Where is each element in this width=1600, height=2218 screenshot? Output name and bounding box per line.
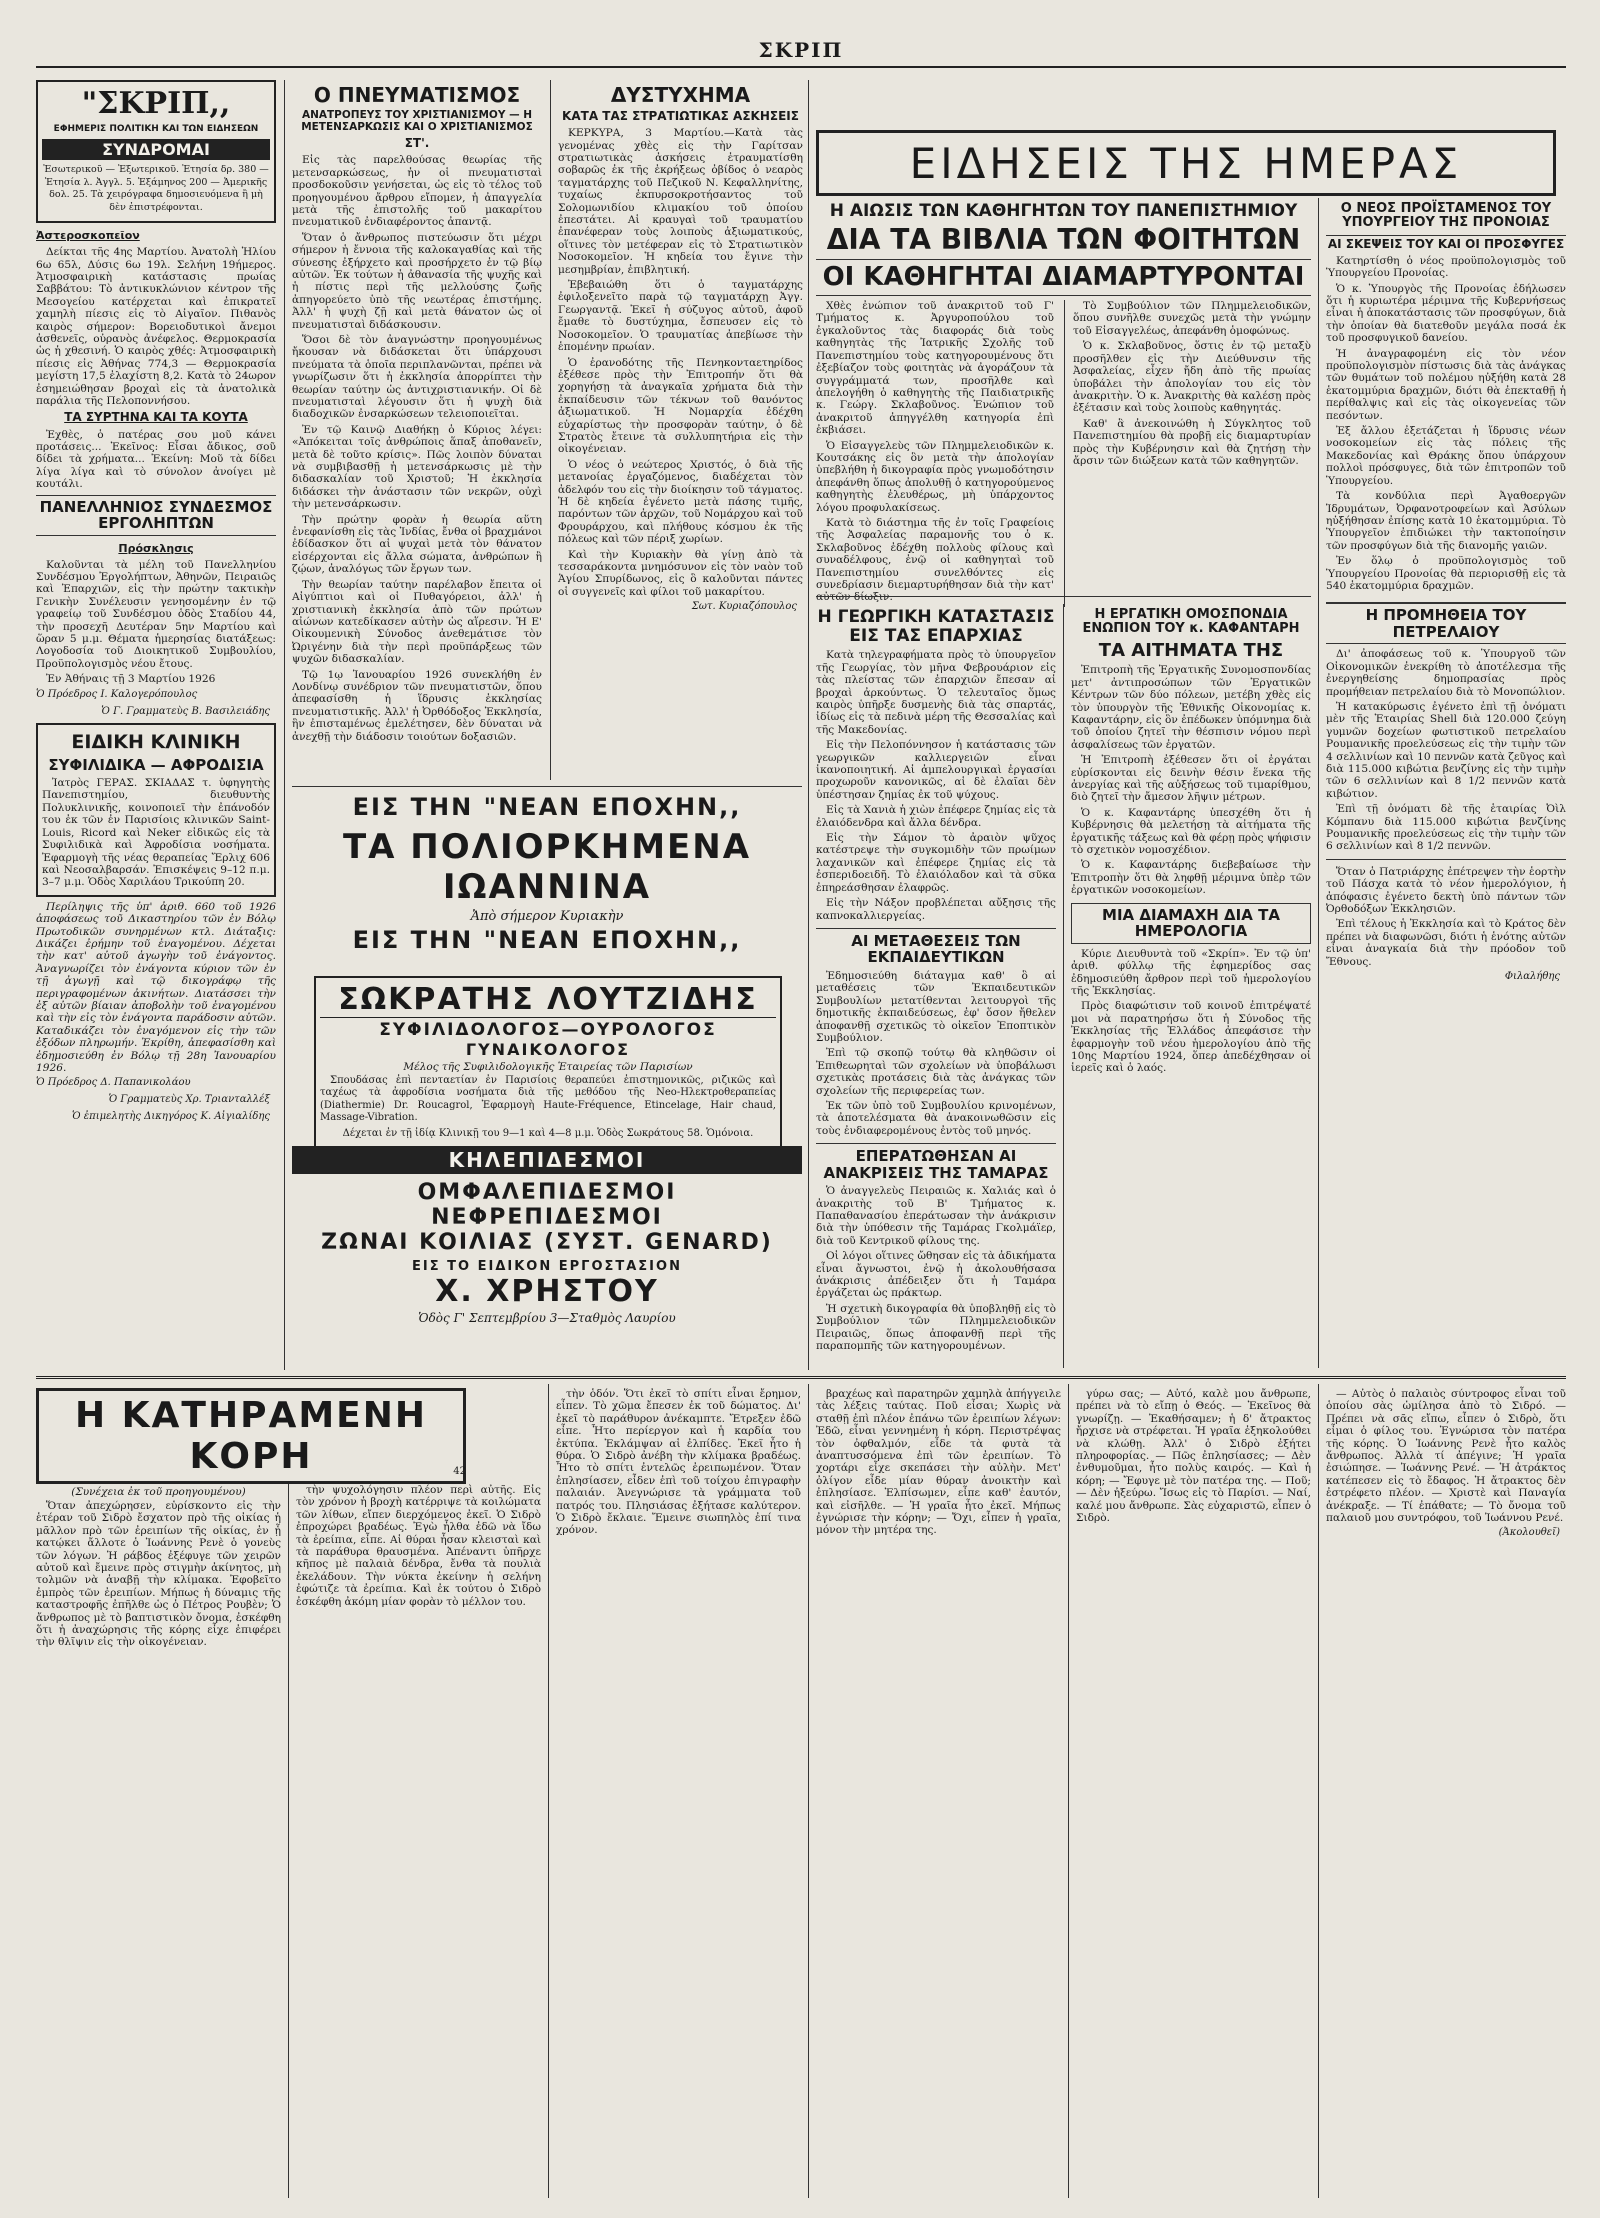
ad-doctor <box>314 976 782 1148</box>
professors-p6: Καθ' ἃ ἀνεκοινώθη ἡ Σύγκλητος τοῦ Πανεπιστημίου θὰ προβῇ εἰς διαμαρτυρίαν πρὸς τὴν Κυβέρνησιν καὶ θὰ ζητήσῃ τὴν ἄρσιν τῶν διώξεων κατὰ τῶν καθηγητῶν. <box>1073 417 1311 467</box>
spiritism-title: Ο ΠΝΕΥΜΑΤΙΣΜΟΣ <box>313 83 521 107</box>
spiritism-part: ΣΤ'. <box>404 136 430 151</box>
nameplate-box <box>36 80 276 223</box>
column-3 <box>558 80 803 780</box>
spiritism-p5: Τὴν πρώτην φορὰν ἡ θεωρία αὕτη ἐνεφανίσθη εἰς τὰς Ἰνδίας, ἔνθα οἱ βραχμάνοι ἐδίδασκον ὅτι αἱ ψυχαὶ μετὰ τὸν θάνατον εἰσέρχονται εἰς ἄλλα σώματα, ἀνθρώπων ἢ ζῴων, ἀναλόγως τῶν ἔργων των. <box>292 513 542 576</box>
calendar-p2: Πρὸς διαφώτισιν τοῦ κοινοῦ ἐπιτρέψατέ μοι νὰ παρατηρήσω ὅτι ἡ Σύνοδος τῆς Ἐκκλησίας τῆς Ἑλλάδος ἀπεφάσισε τὴν ἐφαρμογὴν τοῦ νέου ἡμερολογίου ἀπὸ τῆς 10ης Μαρτίου 1924, ὅπερ ἀπεδέχθησαν οἱ ἱερεῖς καὶ ὁ λαός. <box>1071 1000 1311 1075</box>
spiritism-subtitle: ΑΝΑΤΡΟΠΕΥΣ ΤΟΥ ΧΡΙΣΤΙΑΝΙΣΜΟΥ — Η ΜΕΤΕΝΣΑΡΚΩΣΙΣ ΚΑΙ Ο ΧΡΙΣΤΙΑΝΙΣΜΟΣ <box>301 109 533 133</box>
ministry-subtitle: ΑΙ ΣΚΕΨΕΙΣ ΤΟΥ ΚΑΙ ΟΙ ΠΡΟΣΦΥΓΕΣ <box>1327 236 1565 251</box>
accident-p5: Καὶ τὴν Κυριακὴν θὰ γίνῃ ἀπὸ τὰ τεσσαράκοντα μνημόσυνον εἰς τὸν ναὸν τοῦ Ἁγίου Σπυρίδωνος, εἰς ὃ καλοῦνται πάντες οἱ συγγενεῖς καὶ φίλοι τοῦ μακαρίτου. <box>558 548 803 598</box>
professors-p4: Τὸ Συμβούλιον τῶν Πλημμελειοδικῶν, ὅπου συνῆλθε συνεχῶς μετὰ τὴν γνώμην τοῦ Εἰσαγγελέως, ἀπεφάνθη ὁμοφώνως. <box>1073 300 1311 337</box>
epochi-line3: ΙΩΑΝΝΙΝΑ <box>442 867 652 907</box>
petroleum-p1: Δι' ἀποφάσεως τοῦ κ. Ὑπουργοῦ τῶν Οἰκονομικῶν ἐνεκρίθη τὸ ἀποτέλεσμα τῆς ἐνεργηθείσης δημοπρασίας πρὸς προμήθειαν πετρελαίου διὰ τὸ Μονοπώλιον. <box>1326 648 1566 698</box>
union-signature-2: Ὁ Γ. Γραμματεὺς Β. Βασιλειάδης <box>101 705 270 717</box>
workers-p2: Ἡ Ἐπιτροπὴ ἐξέθεσεν ὅτι οἱ ἐργάται εὑρίσκονται εἰς δεινὴν θέσιν ἕνεκα τῆς ἀνεργίας καὶ τῆς αὐξήσεως τοῦ τιμαρίθμου, διὸ ζητεῖ τὴν ἄμεσον λῆψιν μέτρων. <box>1071 754 1311 804</box>
professors-title-3: ΟΙ ΚΑΘΗΓΗΤΑΙ ΔΙΑΜΑΡΤΥΡΟΝΤΑΙ <box>816 259 1311 296</box>
professors-col-a <box>816 300 1054 607</box>
col-divider-1 <box>284 80 285 1370</box>
novel-col-6 <box>1326 1388 1566 2198</box>
spiritism-p3: Ὅσοι δὲ τὸν ἀναγνώστην προηγουμένως ἤκουσαν νὰ διδάσκεται ὅτι ὑπάρχουσι πνεύματα τὰ ὁποῖα περιπλανῶνται, πρέπει νὰ γνωρίζωσιν ὅτι ἡ ἐκκλησία ἀπορρίπτει τὴν θεωρίαν ταύτην ὡς ἀντιχριστιανικήν. Οἱ δὲ πνευματισταὶ λέγουσιν ὅτι ἡ ψυχὴ διὰ διαδοχικῶν ἐνσαρκώσεων τελειοποιεῖται. <box>292 333 542 421</box>
novel-col-5 <box>1076 1388 1311 2198</box>
ministry-p2: Ὁ κ. Ὑπουργὸς τῆς Προνοίας ἐδήλωσεν ὅτι ἡ κυριωτέρα μέριμνα τῆς Κυβερνήσεως εἶναι ἡ ἀποκατάστασις τῶν προσφύγων, διὰ τὴν ὁποίαν θὰ διατεθοῦν μεγάλα ποσά ἐκ τοῦ προσφυγικοῦ δανείου. <box>1326 282 1566 345</box>
column-6 <box>1326 198 1566 1368</box>
ad-nea-epochi <box>292 793 802 971</box>
col-divider-5 <box>1063 604 1064 1368</box>
professors-title-1: Η ΑΙΩΣΙΣ ΤΩΝ ΚΑΘΗΓΗΤΩΝ ΤΟΥ ΠΑΝΕΠΙΣΤΗΜΙΟΥ <box>829 201 1298 221</box>
clinic-subtitle: ΣΥΦΙΛΙΔΙΚΑ — ΑΦΡΟΔΙΣΙΑ <box>48 755 264 774</box>
observatory-text: Δείκται τῆς 4ης Μαρτίου. Ἀνατολὴ Ἡλίου 6ω 65λ, Δύσις 6ω 19λ. Σελήνη 19ήμερος. Ἀτμοσφαιρικὴ κατάστασις πρωίας Σαββάτου: Τὸ ἀντικυκλώνιον κέντρον τῆς Μεσογείου κατέρχεται καὶ ἐπικρατεῖ χαμηλὴ πίεσις εἰς τὸ Αἰγαῖον. Πιθανὸς καιρὸς σήμερον: Βορειοδυτικοὶ ἄνεμοι ἀσθενεῖς, οὐρανὸς ἀνέφελος. Θερμοκρασία ὡς ἡ χθεσινή. Ὁ καιρὸς χθές: Ἀτμοσφαιρικὴ πίεσις εἰς Ἀθήνας 774,3 — Θερμοκρασία μεγίστη 17,5 ἐλαχίστη 8,2. Κατὰ τὸ 24ωρον ἐσημειώθησαν βροχαὶ εἰς τὰ ἀνατολικὰ παράλια τῆς Πελοποννήσου. <box>36 246 276 407</box>
news-banner: ΕΙΔΗΣΕΙΣ ΤΗΣ ΗΜΕΡΑΣ <box>816 130 1556 196</box>
professors-article <box>816 198 1311 604</box>
calendar-p1: Κύριε Διευθυντὰ τοῦ «Σκρίπ». Ἐν τῷ ὑπ' ἀριθ. φύλλῳ τῆς ἐφημερίδος σας ἐδημοσιεύθη ἄρθρον περὶ τοῦ ἡμερολογίου τῆς Ἐκκλησίας. <box>1071 947 1311 997</box>
workers-p4: Ὁ κ. Καφαντάρης διεβεβαίωσε τὴν Ἐπιτροπὴν ὅτι θὰ ληφθῇ μέριμνα ὑπὲρ τῶν ἐργατικῶν νοσοκομείων. <box>1071 859 1311 897</box>
accident-p2: Ἐβεβαιώθη ὅτι ὁ ταγματάρχης ἐφιλοξενεῖτο παρὰ τῷ ταγματάρχῃ Ἀγγ. Γεωργαντᾷ. Ἐκεῖ ἡ σύζυγος αὐτοῦ, ἀφοῦ ἔμαθε τὸ δυστύχημα, ἔσπευσεν εἰς τὸ Νοσοκομεῖον. Ὁ τραυματίας ἀπεβίωσε τὴν ἑπομένην πρωίαν. <box>558 279 803 354</box>
novel-text-2: τὴν ψυχολόγησιν πλέον περὶ αὐτῆς. Εἰς τὸν χρόνον ἡ βροχὴ κατέρριψε τὰ κοιλώματα τῶν λίθων, εἴπεν διερχόμενος ἐκεῖ. Ὁ Σιδρὸ ἐπροχώρει βραδέως. Ἐγὼ ἦλθα ἐδῶ νὰ ἴδω τὰ ἐρείπια, εἶπε. Αἱ θύραι ἦσαν κλεισταὶ καὶ τὰ παράθυρα θραυσμένα. Ἀπέναντι ὑπῆρχε κῆπος μὲ παλαιὰ δένδρα, ἔνθα τὰ πουλιὰ ἐκελάδουν. Τὴν νύκτα ἐκείνην ἡ σελήνη ἐφώτιζε τὰ ἐρείπια. Καὶ ἐκ τούτου ὁ Σιδρὸ ἐσκέφθη ἀκόμη μίαν φορὰν τὸ μέλλον του. <box>296 1484 541 1608</box>
decision-signature-2: Ὁ Γραμματεὺς Χρ. Τριανταλλέξ <box>108 1094 270 1106</box>
novel-text-6: — Αὐτὸς ὁ παλαιὸς σύντροφος εἶναι τοῦ ὁποίου σὰς ὡμίλησα ἀπὸ τὸ Σιδρό. — Πρέπει νὰ σᾶς εἴπω, εἶπεν ὁ Σιδρὸ, ὅτι εἶμαι ὁ φίλος του. Ἐγνώρισα τὸν πατέρα τῆς κόρης. Ὁ Ἰωάννης Ρενὲ ἦτο καλὸς ἄνθρωπος. Ἀλλὰ τί ἀπέγινε; Ἡ γραῖα ἐσιώπησε. — Ἰωάννης Ρενέ. — Ἡ ἀτράκτος κατέπεσεν εἰς τὸ ἔδαφος. Ἡ ἄτρακτος δὲν ἐστρέφετο πλέον. — Χριστὲ καὶ Παναγία ἀνέκραξε. — Τί ἐπάθατε; — Τὸ ὄνομα τοῦ παλαιοῦ μου συντρόφου, τοῦ Ἰωάννου Ρενέ. <box>1326 1388 1566 1525</box>
novel-divider-1 <box>288 1484 289 2198</box>
belts-line2: ΟΜΦΑΛΕΠΙΔΕΣΜΟΙ <box>417 1180 677 1205</box>
spiritism-p4: Ἐν τῷ Καινῷ Διαθήκῃ ὁ Κύριος λέγει: «Ἀπόκειται τοῖς ἀνθρώποις ἅπαξ ἀποθανεῖν, μετὰ δὲ τοῦτο κρίσις». Πῶς λοιπὸν δύναται νὰ συμβιβασθῇ ἡ μετενσάρκωσις μὲ τὴν διδασκαλίαν τοῦ Χριστοῦ; Ἡ ἐκκλησία διδάσκει τὴν ἀνάστασιν τῶν νεκρῶν, οὐχὶ τὴν μετενσάρκωσιν. <box>292 423 542 511</box>
professors-p2: Ὁ Εἰσαγγελεὺς τῶν Πλημμελειοδικῶν κ. Κουτσάκης εἰς ὃν μετὰ τὴν ἀπολογίαν ὑπεβλήθη ἡ δικογραφία πρὸς γνωμοδότησιν ἀπεφάνθη ὅπως ἀπολυθῇ ὁ κατηγορούμενος καθηγητὴς ἐλευθέρως, μὴ ὑπάρχοντος λόγου προφυλακίσεως. <box>816 439 1054 514</box>
novel-text-4: βραχέως καὶ παρατηρῶν χαμηλὰ ἀπήγγειλε τὰς λέξεις ταύτας. Ποῦ εἶσαι; Χωρὶς νὰ σταθῇ ἐπὶ πλέον ἐπάνω τῶν ἐρειπίων λέγων: Ἐδῶ, εἶναι γεννημένη ἡ κόρη. Περιστρέψας τὸν ὀφθαλμόν, εἶδε τὰ φυτὰ τὰ ἀναπτυσσόμενα ἐπὶ τῶν ἐρειπίων. Τὸ χορτάρι εἶχε σκεπάσει τὴν αὐλὴν. Μετ' ὀλίγον εἶδε μίαν θύραν ἀνοικτὴν καὶ ἐπλησίασε. Ἐλπίσωμεν, εἶπε καθ' ἑαυτόν, καὶ εἰσῆλθε. — Ἡ γραῖα ἦτο ἐκεῖ. Μήπως ἐγνώρισε τὴν κόρην; — Ὄχι, εἶπεν ἡ γραῖα, μόνον τὴν μητέρα της. <box>816 1388 1061 1537</box>
nameplate-subtitle: ΕΦΗΜΕΡΙΣ ΠΟΛΙΤΙΚΗ ΚΑΙ ΤΩΝ ΕΙΔΗΣΕΩΝ <box>53 124 259 134</box>
tamara-p2: Οἱ λόγοι οἵτινες ὤθησαν εἰς τὰ ἀδικήματα εἶναι ἄγνωστοι, ἐνῷ ἡ ἀκολουθήσασα ἀνάκρισις ἀπέδειξεν ὅτι ἡ Ταμάρα ἐργάζεται ὡς πράκτωρ. <box>816 1250 1056 1300</box>
workers-p1: Ἐπιτροπὴ τῆς Ἐργατικῆς Συνομοσπονδίας μετ' ἀντιπροσώπων τῶν Ἐργατικῶν Κέντρων τῶν δύο πόλεων, μετέβη χθὲς εἰς τὸν ὑπουργὸν τῆς Ἐθνικῆς Οἰκονομίας κ. Καφαντάρην, εἰς ὃν ἐπέδωκεν ὑπόμνημα διὰ τοῦ ὁποίου ζητεῖ τὴν θέσπισιν νόμου περὶ ἀσφαλίσεως τῶν ἐργατῶν. <box>1071 664 1311 751</box>
col-divider-4 <box>1318 198 1319 1368</box>
epochi-line5: ΕΙΣ ΤΗΝ "ΝΕΑΝ ΕΠΟΧΗΝ,, <box>352 926 742 954</box>
column-4-lower <box>816 604 1056 1368</box>
professors-p5: Ὁ κ. Σκλαβοῦνος, ὅστις ἐν τῷ μεταξὺ προσῆλθεν εἰς τὴν Διεύθυνσιν τῆς Ἀσφαλείας, εἶχεν ἤδη ἀπὸ τῆς πρωίας ὑποβάλει τὴν ἀπολογίαν του εἰς τὸν ἀνακριτὴν. Ὁ κ. Ἀνακριτὴς θὰ καλέσῃ πρὸς ἐξέτασιν καὶ τοὺς λοιποὺς καθηγητάς. <box>1073 340 1311 415</box>
novel-divider-3 <box>808 1384 809 2198</box>
spiritism-p2: Ὅταν ὁ ἄνθρωπος πιστεύωσιν ὅτι μέχρι σήμερον ἡ ἔννοια τῆς καλοκαγαθίας καὶ τῆς σύνεσης ἐξήρχετο καὶ προσήρχετο ἐν τῷ βίῳ αὐτῶν. Ἐκ τούτων ἡ ἀθανασία τῆς ψυχῆς καὶ ἡ πίστις περὶ τῆς μελλούσης ζωῆς ἀπηγορεύετο ὑπὸ τῆς νεωτέρας ἐπιστήμης. Ἀλλ' ἡ ψυχὴ ζῇ καὶ μετὰ θάνατον ὡς οἱ πνευματισταὶ διδάσκουσιν. <box>292 231 542 331</box>
subscriptions-title: ΣΥΝΔΡΟΜΑΙ <box>42 139 270 161</box>
column-1 <box>36 80 276 1370</box>
transfers-title: ΑΙ ΜΕΤΑΘΕΣΕΙΣ ΤΩΝ ΕΚΠΑΙΔΕΥΤΙΚΩΝ <box>816 928 1056 966</box>
novel-continued: (Συνέχεια ἐκ τοῦ προηγουμένου) <box>71 1486 246 1498</box>
novel-number: 42 <box>453 1466 466 1477</box>
professors-columns <box>816 300 1311 607</box>
section-text: Ἐχθὲς, ὁ πατέρας σου μοῦ κάνει προτάσεις... Ἐκεῖνος: Εἶσαι ἄδικος, σοῦ δίδει τὰ χρήματα... Ἐκείνη: Μοῦ τὰ δίδει λίγα λίγα καὶ τὸ σύνολον ἀνοίγει μὲ κουτάλι. <box>36 428 276 491</box>
decision-signature-1: Ὁ Πρόεδρος Δ. Παπανικολάου <box>36 1077 191 1089</box>
novel-col-3 <box>556 1388 801 2198</box>
subscriptions-text: Ἐσωτερικοῦ — Ἐξωτερικοῦ. Ἐτησία δρ. 380 — Ἐτησία λ. Ἀγγλ. 5. Ἑξάμηνος 200 — Ἀμερικῆς δολ. 25. Τὰ χειρόγραφα δημοσιευόμενα ἢ μὴ δὲν ἐπιστρέφονται. <box>43 164 269 213</box>
agri-p3: Εἰς τὰ Χανιὰ ἡ χιὼν ἐπέφερε ζημίας εἰς τὰ ἐλαιόδενδρα καὶ ἄλλα δένδρα. <box>816 804 1056 829</box>
petroleum-title: Η ΠΡΟΜΗΘΕΙΑ ΤΟΥ ΠΕΤΡΕΛΑΙΟΥ <box>1326 602 1566 644</box>
decision-text: Περίληψις τῆς ὑπ' ἀριθ. 660 τοῦ 1926 ἀποφάσεως τοῦ Δικαστηρίου τῶν ἐν Βόλῳ Πρωτοδικῶν συνηρμένων κτλ. Διάταξις: Δικάζει ἐρήμην τοῦ ἐναγομένου. Δέχεται τὴν κατ' αὐτοῦ ἀγωγὴν τοῦ ἐνάγοντος. Ἀναγνωρίζει τὸν ἐνάγοντα κύριον τῶν ἐν τῇ ἀγωγῇ καὶ τῷ δικογράφῳ τῆς περιγραφομένων ἀκινήτων. Διατάσσει τὴν ἐξ αὐτῶν βίαιαν ἀποβολὴν τοῦ ἐναγομένου καὶ τὴν εἰς τὸν ἐνάγοντα παράδοσιν αὐτῶν. Καταδικάζει τὸν ἐναγόμενον εἰς τὴν τῶν ἐξόδων πληρωμήν. Ἐκρίθη, ἀπεφασίσθη καὶ ἐδημοσιεύθη ἐν Βόλῳ τῇ 28η Ἰανουαρίου 1926. <box>36 900 276 1074</box>
section-title: ΤΑ ΣΥΡΤΗΝΑ ΚΑΙ ΤΑ ΚΟΥΤΑ <box>64 410 248 425</box>
ministry-p1: Κατηρτίσθη ὁ νέος προϋπολογισμὸς τοῦ Ὑπουργείου Προνοίας. <box>1326 254 1566 280</box>
transfers-p3: Ἐκ τῶν ὑπὸ τοῦ Συμβουλίου κρινομένων, τὰ ἀποτελέσματα θὰ ἀνακοινωθῶσιν εἰς τοὺς ἐνδιαφερομένους ἐντὸς τοῦ μηνός. <box>816 1099 1056 1137</box>
novel-text-3: τὴν ὁδόν. Ὅτι ἐκεῖ τὸ σπίτι εἶναι ἔρημον, εἶπεν. Τὸ χῶμα ἔπεσεν ἐκ τοῦ δώματος. Δι' ἐκεῖ τὸ παράθυρον ἀνέκαμπτε. Ἔτρεξεν ἐδῶ εἶπε. Ἦτο περίεργον καὶ ἡ καρδία του ἐκτύπα. Ἐκλάμψαν αἱ ἐλπίδες. Ἐκεῖ ἦτο ἡ θύρα. Ὁ Σιδρὸ ἀνέβη τὴν κλίμακα βραδέως. Ἦτο τὸ σπίτι ἐντελῶς ἐρειπωμένον. Ὅταν ἐπλησίασεν, εἶδεν ἐπὶ τοῦ τοίχου ἐπιγραφὴν παλαιάν. Ἀνεγνώρισε τὰ γράμματα τοῦ πατρός του. Πλησιάσας ἐξήτασε καλύτερον. Ὁ Σιδρὸ ἔκλαιε. Ἔμεινε σιωπηλὸς ἐπί τινα χρόνον. <box>556 1388 801 1537</box>
epochi-line2: ΤΑ ΠΟΛΙΟΡΚΗΜΕΝΑ <box>342 827 752 867</box>
novel-col-2 <box>296 1484 541 2198</box>
belts-line3: ΝΕΦΡΕΠΙΔΕΣΜΟΙ <box>431 1205 663 1230</box>
accident-p1: ΚΕΡΚΥΡΑ, 3 Μαρτίου.—Κατὰ τὰς γενομένας χθὲς εἰς τὴν Γαρίτσαν στρατιωτικὰς ἀσκήσεις ἐτραυματίσθη σοβαρῶς ἐκ τῆς ἐκρήξεως ὀβίδος ὁ νεαρὸς ταγματάρχης τοῦ Πεζικοῦ Ν. Κεφαλληνίτης, τυχαίως ἐκπυρσοκροτήσαντος τοῦ Σολομωνιδίου κλιμακίου τοῦ ὁποίου ἐπεστάτει. Αἱ κραυγαὶ τοῦ τραυματίου ἐπανέφεραν τοὺς λοιποὺς ἀξιωματικούς, οἵτινες τὸν μετέφεραν εἰς τὸ Στρατιωτικὸν Νοσοκομεῖον. Ἡ κηδεία του ἔγινε τὴν μεσημβρίαν, ἐπιβλητική. <box>558 127 803 276</box>
agri-p1: Κατὰ τηλεγραφήματα πρὸς τὸ ὑπουργεῖον τῆς Γεωργίας, τὸν μῆνα Φεβρουάριον εἰς τὰς πλείστας τῶν ἐπαρχιῶν ἔπεσαν αἱ βροχαὶ ἀρκούντως. Ὁ τελευταῖος ὅμως καιρὸς ὑπῆρξε δυσμενὴς διὰ τὰς σπαρτάς, ἰδίως εἰς τὰ πεδινὰ μέρη τῆς Θεσσαλίας καὶ τῆς Μακεδονίας. <box>816 649 1056 736</box>
epochi-line1: ΕΙΣ ΤΗΝ "ΝΕΑΝ ΕΠΟΧΗΝ,, <box>352 793 742 821</box>
doctor-specialty: ΣΥΦΙΛΙΔΟΛΟΓΟΣ—ΟΥΡΟΛΟΓΟΣ <box>379 1020 717 1040</box>
belts-line4: ΖΩΝΑΙ ΚΟΙΛΙΑΣ (ΣΥΣΤ. GENARD) <box>321 1230 773 1255</box>
top-rule <box>36 66 1566 68</box>
novel-col-4 <box>816 1388 1061 2198</box>
novel-text-5: γύρω σας; — Αὐτό, καλὲ μου ἄνθρωπε, πρέπει νὰ τὸ εἴπῃ ὁ Θεός. — Ἐκεῖνος θὰ γνωρίζῃ. — Ἐκαθήσαμεν; ἡ δ' ἄτρακτος ἤρχισε νὰ στρέφεται. Ἡ γραῖα ἐξηκολούθει νὰ κλώθῃ. Ἀλλ' ὁ Σιδρὸ ἐξήτει πληροφορίας. — Πῶς ἐπλησίασες; — Δὲν ἐνθυμοῦμαι, ἦτο πολὺς καιρός. — Καὶ ἡ κόρη; — Ἔφυγε μὲ τὸν πατέρα της. — Ποῦ; — Δὲν ἠξεύρω. Ἴσως εἰς τὸ Παρίσι. — Ναί, καλέ μου ἄνθρωπε. Σὰς εὐχαριστῶ, εἶπεν ὁ Σιδρὸ. <box>1076 1388 1311 1525</box>
ministry-p5: Τὰ κονδύλια περὶ Ἀγαθοεργῶν Ἱδρυμάτων, Ὀρφανοτροφείων καὶ Ἀσύλων ηὐξήθησαν ἐπίσης κατὰ 10 ἑκατομμύρια. Τὸ Ὑπουργεῖον ἐπιδιώκει τὴν τακτοποίησιν τῶν προσφύγων διὰ τῆς διανομῆς γαιῶν. <box>1326 490 1566 552</box>
novel-to-be-continued: (Ἀκολουθεῖ) <box>1498 1527 1560 1539</box>
workers-title: Η ΕΡΓΑΤΙΚΗ ΟΜΟΣΠΟΝΔΙΑ ΕΝΩΠΙΟΝ ΤΟΥ κ. ΚΑΦΑΝΤΑΡΗ <box>1082 607 1300 637</box>
ad-belts <box>292 1146 802 1368</box>
workers-subtitle: ΤΑ ΑΙΤΗΜΑΤΑ ΤΗΣ <box>1098 639 1284 661</box>
col-divider-3 <box>808 80 809 1370</box>
novel-title: Η ΚΑΤΗΡΑΜΕΝΗ ΚΟΡΗ <box>36 1388 466 1484</box>
ministry-p3: Ἡ ἀναγραφομένη εἰς τὸν νέον προϋπολογισμὸν πίστωσις διὰ τὰς ἀνάγκας τῶν θυμάτων τοῦ πολέμου ηὐξήθη κατὰ 28 ἑκατομμύρια δραχμῶν, διότι θὰ ἐπεκταθῇ ἡ περίθαλψις καὶ εἰς τὰς οἰκογενείας τῶν πεσόντων. <box>1326 347 1566 422</box>
workers-p3: Ὁ κ. Καφαντάρης ὑπεσχέθη ὅτι ἡ Κυβέρνησις θὰ μελετήσῃ τὰ αἰτήματα τῆς ἐργατικῆς τάξεως καὶ θὰ φέρῃ πρὸς ψήφισιν τὸ σχετικὸν νομοσχέδιον. <box>1071 806 1311 857</box>
clinic-title: ΕΙΔΙΚΗ ΚΛΙΝΙΚΗ <box>71 730 241 753</box>
union-subtitle: Πρόσκλησις <box>118 541 194 555</box>
agri-p5: Εἰς τὴν Νάξον προβλέπεται αὔξησις τῆς καπνοκαλλιεργείας. <box>816 897 1056 922</box>
tamara-p3: Ἡ σχετικὴ δικογραφία θὰ ὑποβληθῇ εἰς τὸ Συμβούλιον τῶν Πλημμελειοδικῶν Πειραιῶς, ὅπως ἀποφανθῇ περὶ τῆς παραπομπῆς τῶν κατηγορουμένων. <box>816 1302 1056 1353</box>
belts-line5: ΕΙΣ ΤΟ ΕΙΔΙΚΟΝ ΕΡΓΟΣΤΑΣΙΟΝ <box>412 1259 682 1274</box>
clinic-text: Ἰατρὸς ΓΕΡΑΣ. ΣΚΙΑΔΑΣ τ. ὑφηγητὴς Πανεπιστημίου, διευθυντὴς Πολυκλινικῆς, κοινοποιεῖ τὴν ἐπάνοδόν του ἐκ τῶν ἐν Παρισίοις κλινικῶν Saint-Louis, Ricord καὶ Neker εἰδικῶς εἰς τὰ Συφιλιδικὰ καὶ Ἀφροδίσια νοσήματα. Ἐφαρμογὴ τῆς νέας θεραπείας Ἔρλιχ 606 καὶ Νεοσαλβαρσάν. Ἐπισκέψεις 9–12 π.μ. 3–7 μ.μ. Ὁδὸς Χαριλάου Τρικούπη 20. <box>42 777 270 889</box>
transfers-p2: Ἐπὶ τῷ σκοπῷ τούτῳ θὰ κληθῶσιν οἱ Ἐπιθεωρηταὶ τῶν σχολείων νὰ ὑποβάλωσι σχετικὰς προτάσεις διὰ τὰς ἀνάγκας τῶν σχολείων τῆς περιφερείας των. <box>816 1047 1056 1097</box>
belts-line6: Χ. ΧΡΗΣΤΟΥ <box>435 1274 659 1309</box>
union-date: Ἐν Ἀθήναις τῇ 3 Μαρτίου 1926 <box>46 673 216 686</box>
novel-top-rule <box>36 1376 1566 1379</box>
agri-p4: Εἰς τὴν Σάμον τὸ ἀραιὸν ψῦχος κατέστρεψε τὴν συγκομιδὴν τῶν πρωίμων λαχανικῶν καὶ ἐπέφερε ζημίας εἰς τὰ ἐσπεριδοειδῆ. Τὸ ἐλαιόλαδον καὶ τὰ σῦκα ἐπηρεάσθησαν ἐλαφρῶς. <box>816 832 1056 894</box>
transfers-p1: Ἐδημοσιεύθη διάταγμα καθ' ὃ αἱ μεταθέσεις τῶν Ἐκπαιδευτικῶν Συμβουλίων μετατίθενται λειτουργοὶ τῆς δημοτικῆς ἐκπαιδεύσεως, ἐφ' ὅσον ἤθελεν ἀποφανθῇ σχετικῶς τὸ οἰκεῖον Ἐποπτικὸν Συμβούλιον. <box>816 969 1056 1044</box>
doctor-specialty-2: ΓΥΝΑΙΚΟΛΟΓΟΣ <box>465 1040 631 1059</box>
ads-top-rule <box>292 786 802 787</box>
accident-p4: Ὁ νέος ὁ νεώτερος Χριστός, ὁ διὰ τῆς μετανοίας ἐργαζόμενος, διαδέχεται τὸν ἀδελφόν του εἰς τὴν διοίκησιν τοῦ τάγματος. Ἡ δὲ κηδεία ἐγένετο μετὰ πάσης τιμῆς, παρόντων τῶν ἀρχῶν, τοῦ Νομάρχου καὶ τοῦ Φρουράρχου, καὶ πλήθους κόσμου ἐκ τῆς πόλεως καὶ τῶν πέριξ χωρίων. <box>558 458 803 546</box>
professors-title-2: ΔΙΑ ΤΑ ΒΙΒΛΙΑ ΤΩΝ ΦΟΙΤΗΤΩΝ <box>826 222 1301 256</box>
union-signature-1: Ὁ Πρόεδρος Ι. Καλογερόπουλος <box>36 688 198 700</box>
petroleum-p2: Ἡ κατακύρωσις ἐγένετο ἐπὶ τῇ ὀνόματι μὲν τῆς Ἑταιρίας Shell διὰ 120.000 ζεύγη γυμνῶν δοχείων φωτιστικοῦ πετρελαίου Ρουμανικῆς προελεύσεως εἰς τὴν τιμὴν τῶν 4 σελλινίων καὶ 10 πεννῶν κατὰ ζεῦγος καὶ διὰ 115.000 κιβώτια βενζίνης εἰς τὴν τιμὴν τῶν 6 σελλινίων καὶ 8 1/2 πεννῶν κατὰ κιβώτιον. <box>1326 700 1566 800</box>
novel-divider-5 <box>1318 1384 1319 2198</box>
novel-divider-4 <box>1068 1384 1069 2198</box>
decision-tail: Ὁ ἐπιμελητὴς Δικηγόρος Κ. Αἰγιαλίδης <box>72 1111 270 1123</box>
union-text: Καλοῦνται τὰ μέλη τοῦ Πανελληνίου Συνδέσμου Ἐργολήπτων, Ἀθηνῶν, Πειραιῶς καὶ Ἐπαρχιῶν, εἰς τὴν πρώτην τακτικὴν Γενικὴν Συνέλευσιν γενησομένην ἐν τῷ γραφείῳ τοῦ Συνδέσμου ὁδὸς Σταδίου 44, τὴν προσεχῆ Δευτέραν 5ην Μαρτίου καὶ ὥραν 5 μ.μ. Θέματα ἡμερησίας διατάξεως: Λογοδοσία τοῦ Διοικητικοῦ Συμβουλίου, Προϋπολογισμὸς νέου ἔτους. <box>36 558 276 670</box>
professors-p3: Κατὰ τὸ διάστημα τῆς ἐν τοῖς Γραφείοις τῆς Ἀσφαλείας παραμονῆς του ὁ κ. Σκλαβοῦνος ἐδέχθη πολλοὺς φίλους καὶ συναδέλφους, ἐνῷ οἱ καθηγηταὶ τοῦ Πανεπιστημίου συνελθόντες εἰς συνεδρίασιν διεμαρτυρήθησαν διὰ τὴν κατ' αὐτῶν δίωξιν. <box>816 516 1054 604</box>
spiritism-p1: Εἰς τὰς παρελθούσας θεωρίας τῆς μετενσαρκώσεως, ἡν οἱ πνευματισταὶ προσδοκοῦσιν γενήσεται, ὡς εἰς τὸ τέλος τοῦ προηγουμένου ἄρθρου εἴπομεν, ἡ ἀπαγγελία μετὰ τῆς ἐπιστολῆς τοῦ μακαρίτου πνευματικοῦ ἐνδιαφέροντος ἀπαντᾷ. <box>292 154 542 229</box>
epochi-line4: Ἀπὸ σήμερον Κυριακὴν <box>470 909 624 924</box>
doctor-hours: Δέχεται ἐν τῇ ἰδίᾳ Κλινικῇ του 9—1 καὶ 4—8 μ.μ. Ὁδὸς Σωκράτους 58. Ὁμόνοια. <box>342 1127 754 1139</box>
tamara-p1: Ὁ ἀναγγελεὺς Πειραιῶς κ. Χαλιάς καὶ ὁ ἀνακριτὴς τοῦ Β' Τμήματος κ. Παπαθανασίου ἐπεράτωσαν τὴν ἀνάκρισιν διὰ τὴν ὑπόθεσιν τῆς Ταμάρας Γκολμάϊερ, διὰ τοῦ Κεντρικοῦ φίλους της. <box>816 1185 1056 1247</box>
observatory-title: Ἀστεροσκοπεῖον <box>36 229 140 243</box>
professors-col-b <box>1064 300 1311 607</box>
petroleum-p3: Ἐπὶ τῇ ὀνόματι δὲ τῆς ἑταιρίας Ὀὶλ Κόμπανυ διὰ 115.000 κιβώτια βενζίνης Ρουμανικῆς προελεύσεως εἰς τὴν τιμὴν τῶν 6 σελλινίων καὶ 8 1/2 πεννῶν. <box>1326 803 1566 853</box>
col-divider-2 <box>550 80 551 780</box>
doctor-member: Μέλος τῆς Συφιλιδολογικῆς Ἑταιρείας τῶν Παρισίων <box>403 1061 693 1073</box>
belts-line1: ΚΗΛΕΠΙΔΕΣΜΟΙ <box>292 1146 802 1174</box>
spiritism-p7: Τῷ 1ῳ Ἰανουαρίου 1926 συνεκλήθη ἐν Λονδίνῳ συνέδριον τῶν πνευματιστῶν, ὅπου ἀπεφασίσθη ἡ ἵδρυσις ἐκκλησίας πνευματιστικῆς. Ἀλλ' ἡ Ὀρθόδοξος Ἐκκλησία, ἣν ἐπισταμένως ἐμελέτησεν, δὲν δύναται νὰ ἀνεχθῇ τὴν διάδοσιν τοιούτων δοξασιῶν. <box>292 668 542 743</box>
column-2 <box>292 80 542 780</box>
calendar-rule <box>1326 859 1566 860</box>
agri-p2: Εἰς τὴν Πελοπόννησον ἡ κατάστασις τῶν γεωργικῶν καλλιεργειῶν εἶναι ἱκανοποιητική. Αἱ ἀμπελουργικαὶ ἐργασίαι προχωροῦν κανονικῶς, αἱ δὲ ἐλαῖαι δὲν ὑπέστησαν ζημίας ἐκ τοῦ ψύχους. <box>816 739 1056 801</box>
column-5-lower <box>1071 604 1311 1368</box>
doctor-name: ΣΩΚΡΑΤΗΣ ΛΟΥΤΖΙΔΗΣ <box>320 982 776 1018</box>
calendar-p3: Ὅταν ὁ Πατριάρχης ἐπέτρεψεν τὴν ἑορτὴν τοῦ Πάσχα κατὰ τὸ νέον ἡμερολόγιον, ἡ ἀπόφασις ἐγένετο δεκτὴ ὑπὸ πάντων τῶν Ὀρθοδόξων Ἐκκλησιῶν. <box>1326 865 1566 916</box>
novel-col-1 <box>36 1484 281 2198</box>
calendar-p4: Ἐπὶ τέλους ἡ Ἐκκλησία καὶ τὸ Κράτος δὲν πρέπει νὰ διαφωνῶσι, διότι ἡ ἑνότης αὐτῶν εἶναι ἀναγκαία διὰ τὴν πρόοδον τοῦ Ἔθνους. <box>1326 918 1566 968</box>
ministry-p4: Ἐξ ἄλλου ἐξετάζεται ἡ ἵδρυσις νέων νοσοκομείων εἰς τὰς πόλεις τῆς Μακεδονίας καὶ Θράκης ὅπου ὑπάρχουν πολλοὶ πρόσφυγες, διὰ τῶν ἐπιτροπῶν τοῦ Ὑπουργείου. <box>1326 425 1566 487</box>
professors-p1: Χθὲς ἐνώπιον τοῦ ἀνακριτοῦ τοῦ Γ' Τμήματος κ. Ἀργυροπούλου τοῦ ἐγκαλοῦντος τὰς διαφοράς διὰ τοὺς καθηγητὰς τῆς Ἰατρικῆς Σχολῆς τοῦ Πανεπιστημίου τοὺς κατηγορουμένους ὅτι ἐξεβίαζον τοὺς φοιτητὰς νὰ ἀγοράζουν τὰ συγγράμματά των, προσῆλθε καὶ ἀπελογήθη ὁ καθηγητὴς τῆς Παιδιατρικῆς κ. Γεώργ. Σκλαβοῦνος. Ἐνώπιον τοῦ ἀνακριτοῦ ἀπηγγέλθη κατηγορία ἐπὶ ἐκβιάσει. <box>816 300 1054 437</box>
newspaper-page <box>36 38 1566 2198</box>
accident-p3: Ὁ ἐρανοδότης τῆς Πενηκονταετηρίδος ἐξέθεσε πρὸς τὴν Ἐπιτροπήν ὅτι θὰ χορηγήσῃ τὰ ἀναγκαῖα χρήματα διὰ τὴν ἐκπαίδευσιν τῶν τέκνων τοῦ θανόντος ἀξιωματικοῦ. Ἡ Νομαρχία ἐδέχθη εὐχαρίστως τὴν προσφορὰν ταύτην, ὁ δὲ Στρατὸς ἔτεινε τὰ συλλυπητήρια εἰς τὴν οἰκογένειαν. <box>558 356 803 456</box>
calendar-title: ΜΙΑ ΔΙΑΜΑΧΗ ΔΙΑ ΤΑ ΗΜΕΡΟΛΟΓΙΑ <box>1071 903 1311 944</box>
belts-line7: Ὁδὸς Γ' Σεπτεμβρίου 3—Σταθμὸς Λαυρίου <box>418 1311 676 1325</box>
agri-title: Η ΓΕΩΡΓΙΚΗ ΚΑΤΑΣΤΑΣΙΣ ΕΙΣ ΤΑΣ ΕΠΑΡΧΙΑΣ <box>817 607 1055 646</box>
novel-text-1: Ὅταν ἀπεχώρησεν, εὑρίσκοντο εἰς τὴν ἑτέραν τοῦ Σιδρὸ ἔσχατον πρὸ τῆς οἰκίας ἡ μᾶλλον πρὸ τῶν ἐρειπίων τῆς οἰκίας, ἐν ᾗ κατῴκει ἄλλοτε ὁ Ἰωάννης Ρενὲ ὁ γονεὺς τῶν λόγων. Ἡ ράβδος ἐξέφυγε τῶν χειρῶν αὐτοῦ καὶ ἔμεινε πρὸς στιγμὴν ἀκίνητος, μὴ τολμῶν νὰ ἀναβῇ τὴν κλίμακα. Ἐφοβεῖτο ἐμπρὸς τῶν ἐρειπίων. Μήπως ἡ δύναμις τῆς καταστροφῆς ἐπῆλθε ὡς ὁ Πέτρος Ρουβὲν; Ὁ ἄνθρωπος μὲ τὸ βαπτιστικὸν ὄνομα, ἐσκέφθη ὅτι ἡ ἀναχώρησις τῆς κόρης εἶχε ἐπιφέρει τὴν θλῖψιν εἰς τὴν οἰκογένειαν. <box>36 1500 281 1649</box>
ministry-title: Ο ΝΕΟΣ ΠΡΟΪΣΤΑΜΕΝΟΣ ΤΟΥ ΥΠΟΥΡΓΕΙΟΥ ΤΗΣ ΠΡΟΝΟΙΑΣ <box>1340 201 1552 231</box>
union-title: ΠΑΝΕΛΛΗΝΙΟΣ ΣΥΝΔΕΣΜΟΣ ΕΡΓΟΛΗΠΤΩΝ <box>36 495 276 536</box>
ministry-p6: Ἐν ὅλῳ ὁ προϋπολογισμὸς τοῦ Ὑπουργείου Προνοίας θὰ περιορισθῇ εἰς τὰ 540 ἑκατομμύρια δραχμῶν. <box>1326 555 1566 592</box>
spiritism-p6: Τὴν θεωρίαν ταύτην παρέλαβον ἔπειτα οἱ Αἰγύπτιοι καὶ οἱ Πυθαγόρειοι, ἀλλ' ἡ χριστιανικὴ ἐκκλησία ἀπὸ τῶν πρώτων αἰώνων κατεδίκασεν αὐτὴν ὡς αἵρεσιν. Ἡ Ε' Οἰκουμενικὴ Σύνοδος ἀνεθεμάτισε τὸν Ὠριγένην διὰ τὴν περὶ προϋπάρξεως τῶν ψυχῶν διδασκαλίαν. <box>292 578 542 666</box>
nameplate-title: "ΣΚΡΙΠ,, <box>81 86 231 121</box>
accident-title: ΔΥΣΤΥΧΗΜΑ <box>610 83 751 107</box>
doctor-text: Σπουδάσας ἐπὶ πενταετίαν ἐν Παρισίοις θεραπεύει ἐπιστημονικῶς, ριζικῶς καὶ ταχέως τὰ ἀφροδίσια νοσήματα διὰ τῆς μεθόδου τῆς Neo-Ηλεκτροθεραπείας (Diathermie) Dr. Roucagrol, Ἐφαρμογὴ Haute-Fréquence, Etincelage, Hair chaud, Massage-Vibration. <box>320 1075 776 1124</box>
tamara-title: ΕΠΕΡΑΤΩΘΗΣΑΝ ΑΙ ΑΝΑΚΡΙΣΕΙΣ ΤΗΣ ΤΑΜΑΡΑΣ <box>816 1143 1056 1181</box>
accident-signature: Σωτ. Κυριαζόπουλος <box>691 601 797 613</box>
lower-news-rule <box>816 596 1311 597</box>
page-masthead: ΣΚΡΙΠ <box>758 38 844 62</box>
clinic-ad <box>36 723 276 897</box>
accident-subtitle: ΚΑΤΑ ΤΑΣ ΣΤΡΑΤΙΩΤΙΚΑΣ ΑΣΚΗΣΕΙΣ <box>562 109 799 123</box>
novel-divider-2 <box>548 1384 549 2198</box>
calendar-signature: Φιλαλήθης <box>1504 971 1560 983</box>
